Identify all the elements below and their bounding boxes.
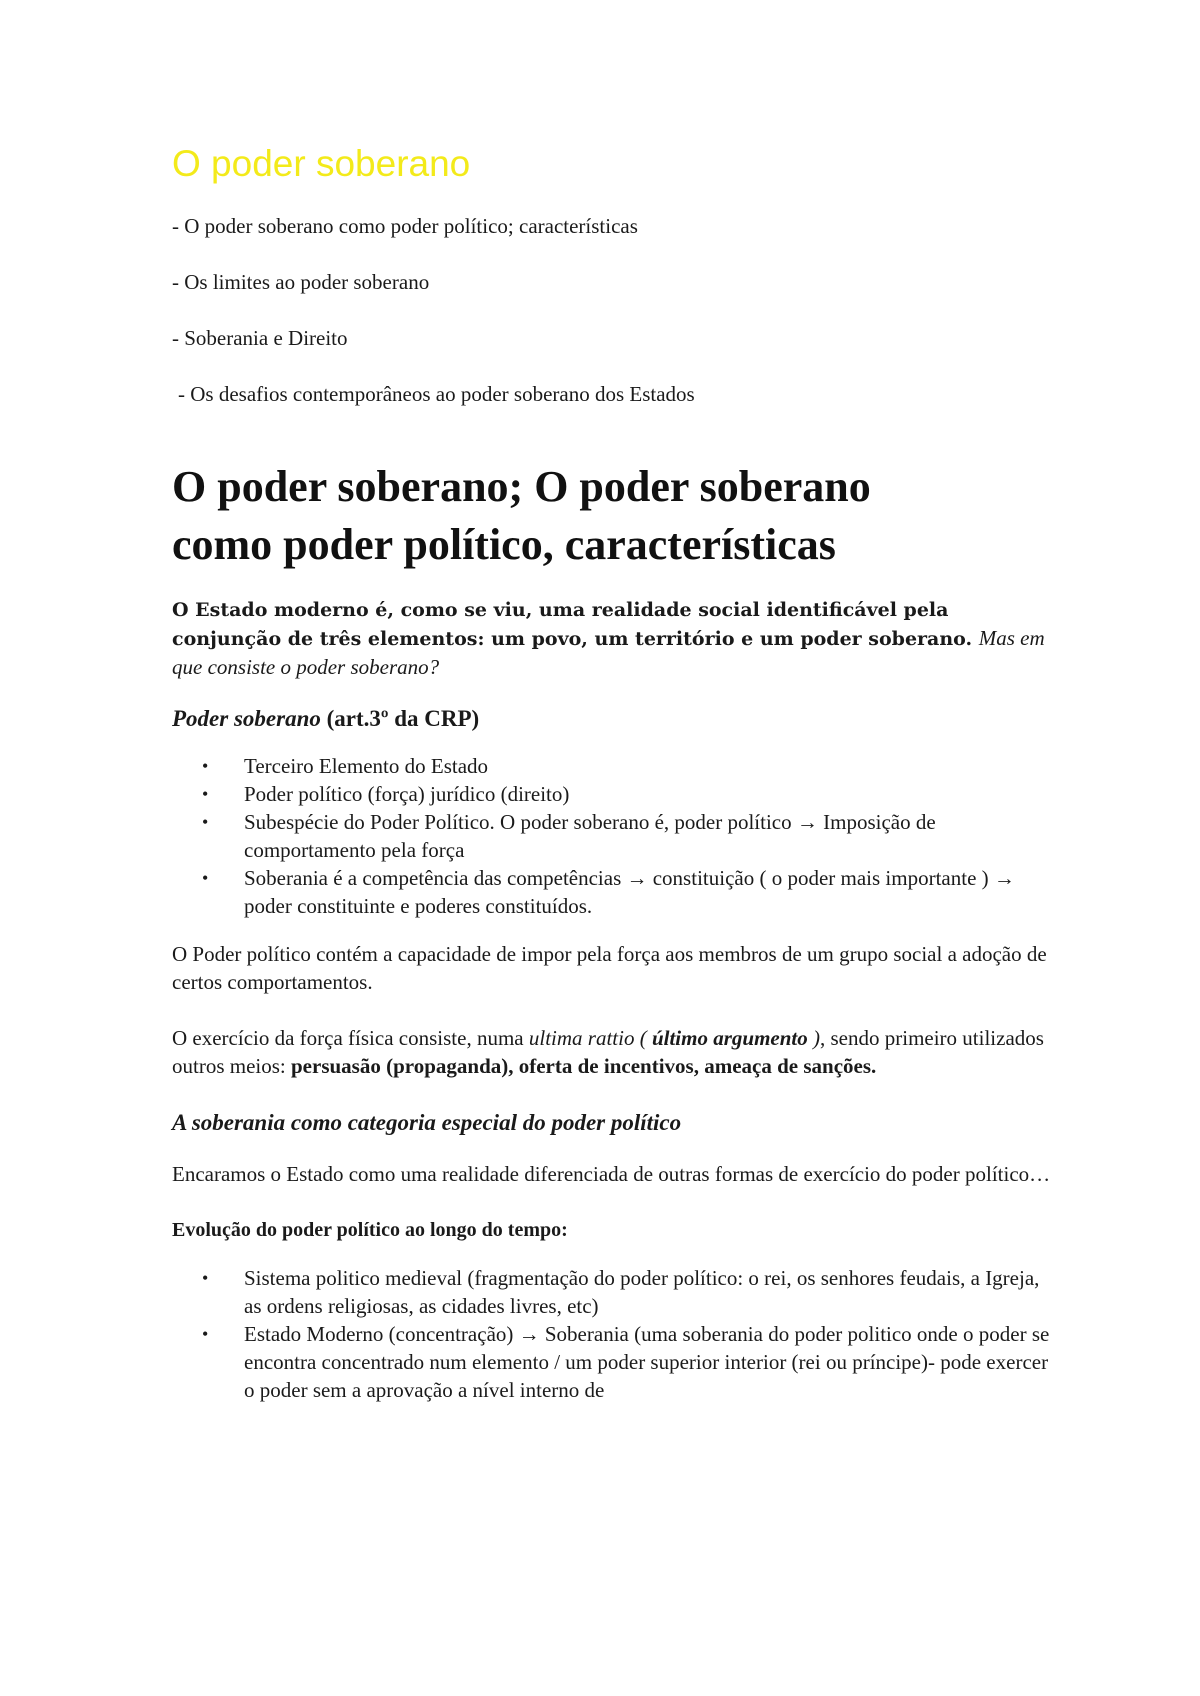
document-page	[172, 140, 1052, 1424]
main-heading	[172, 458, 1052, 574]
bullet-icon: •	[202, 784, 209, 804]
bullet-list-1	[172, 752, 1052, 920]
main-heading-line-1: O poder soberano; O poder soberano	[172, 462, 871, 511]
topic-1: - O poder soberano como poder político; características	[172, 214, 638, 238]
paragraph-text: O exercício da força física consiste, numa	[172, 1026, 529, 1050]
section-heading-rest: (art.3º da CRP)	[320, 706, 480, 731]
list-item	[202, 752, 1052, 780]
bullet-icon: •	[202, 812, 209, 832]
italic-text-close: )	[807, 1026, 820, 1050]
lead-italic-text: Mas em que consiste o poder soberano?	[172, 626, 1045, 679]
document-title: O poder soberano	[172, 143, 471, 184]
paragraph-forca-fisica	[172, 1024, 1052, 1080]
list-item	[202, 780, 1052, 808]
section-heading-italic: Poder soberano	[172, 706, 321, 731]
list-item	[202, 864, 1052, 920]
topic-3: - Soberania e Direito	[172, 326, 348, 350]
bold-text: persuasão (propaganda), oferta de incentivos, ameaça de sanções.	[291, 1054, 877, 1078]
list-item	[202, 808, 1052, 864]
bullet-icon: •	[202, 1268, 209, 1288]
main-heading-line-2: como poder político, características	[172, 520, 836, 569]
list-item-text: Sistema politico medieval (fragmentação do poder político: o rei, os senhores feudais, a Igreja, as ordens religiosas, as cidades livres, etc)	[244, 1266, 1040, 1318]
paragraph-poder-politico: O Poder político contém a capacidade de impor pela força aos membros de um grupo social a adoção de certos comportamentos.	[172, 942, 1047, 994]
paragraph-text-continued: , sendo primeiro utilizados outros meios:	[172, 1026, 1044, 1078]
bullet-list-2	[172, 1264, 1052, 1404]
italic-text: ultima rattio (	[528, 1026, 652, 1050]
list-item-text: Estado Moderno (concentração) → Soberania (uma soberania do poder politico onde o poder se encontra concentrado num elemento / um poder superior interior (rei ou príncipe)- pode exercer o poder sem a aprovação a nível interno de	[244, 1322, 1050, 1402]
list-item	[202, 1264, 1052, 1320]
list-item-text: Soberania é a competência das competências → constituição ( o poder mais importante ) → poder constituinte e poderes constituídos.	[244, 866, 1015, 918]
lead-paragraph	[172, 596, 1052, 682]
list-item-text: Terceiro Elemento do Estado	[244, 754, 489, 778]
bullet-icon: •	[202, 868, 209, 888]
list-item-text: Poder político (força) jurídico (direito)	[244, 782, 570, 806]
bullet-icon: •	[202, 1324, 209, 1344]
list-item-text: Subespécie do Poder Político. O poder soberano é, poder político → Imposição de comportamento pela força	[244, 810, 936, 862]
topic-4: - Os desafios contemporâneos ao poder soberano dos Estados	[178, 382, 695, 406]
lead-bold-text: O Estado moderno é, como se viu, uma realidade social identificável pela conjunção de três elementos: um povo, um território e um poder soberano.	[172, 599, 973, 650]
bullet-icon: •	[202, 756, 209, 776]
section-heading-evolucao: Evolução do poder político ao longo do tempo:	[172, 1219, 568, 1241]
section-heading-soberania: A soberania como categoria especial do poder político	[172, 1110, 682, 1135]
list-item	[202, 1320, 1052, 1404]
paragraph-encaramos: Encaramos o Estado como uma realidade diferenciada de outras formas de exercício do poder político…	[172, 1162, 1051, 1186]
bold-italic-text: último argumento	[651, 1026, 808, 1050]
topic-2: - Os limites ao poder soberano	[172, 270, 430, 294]
section-heading-poder-soberano	[172, 704, 1052, 734]
